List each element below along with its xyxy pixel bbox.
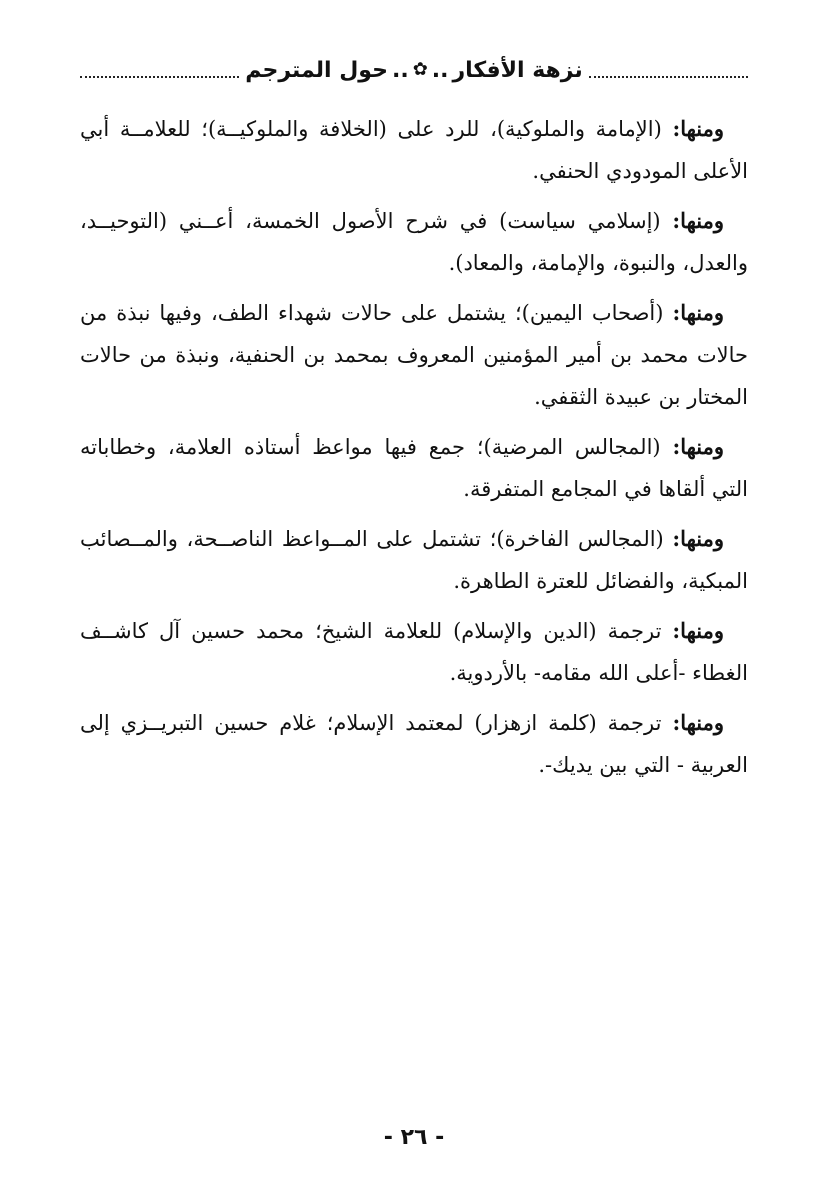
running-header (80, 50, 748, 90)
header-title-group (239, 58, 589, 83)
paragraph (80, 200, 748, 284)
paragraph (80, 518, 748, 602)
section-title: حول المترجم (245, 57, 388, 83)
paragraph-lead: ومنها: (672, 710, 724, 735)
header-separator: .. (391, 57, 409, 83)
paragraph (80, 702, 748, 786)
paragraph-lead: ومنها: (672, 618, 724, 643)
paragraph-text: ترجمة (الدين والإسلام) للعلامة الشيخ؛ محمد حسين آل كاشــف الغطاء -أعلى الله مقامه- بالأردوية. (80, 619, 748, 685)
paragraph-text: (أصحاب اليمين)؛ يشتمل على حالات شهداء الطف، وفيها نبذة من حالات محمد بن أمير المؤمنين المعروف بمحمد بن الحنفية، ونبذة من حالات المختار بن عبيدة الثقفي. (80, 301, 748, 409)
flower-ornament-icon: ✿ (412, 59, 428, 80)
paragraph (80, 108, 748, 192)
paragraph-lead: ومنها: (672, 300, 724, 325)
paragraph-lead: ومنها: (672, 116, 724, 141)
paragraph-lead: ومنها: (672, 434, 724, 459)
header-dotted-rule-left (80, 76, 239, 78)
paragraph-text: (إسلامي سياست) في شرح الأصول الخمسة، أعــني (التوحيــد، والعدل، والنبوة، والإمامة، والمعاد). (80, 209, 748, 275)
paragraph-text: ترجمة (كلمة ازهزار) لمعتمد الإسلام؛ غلام حسين التبريــزي إلى العربية - التي بين يديك-. (80, 711, 748, 777)
header-separator: .. (431, 57, 449, 83)
paragraph (80, 292, 748, 418)
paragraph-lead: ومنها: (672, 526, 724, 551)
paragraph-text: (المجالس المرضية)؛ جمع فيها مواعظ أستاذه العلامة، وخطاباته التي ألقاها في المجامع المتفرقة. (80, 435, 748, 501)
paragraph-lead: ومنها: (672, 208, 724, 233)
paragraph-text: (الإمامة والملوكية)، للرد على (الخلافة والملوكيــة)؛ للعلامــة أبي الأعلى المودودي الحنفي. (80, 117, 748, 183)
book-title: نزهة الأفكار (452, 57, 583, 83)
paragraph (80, 426, 748, 510)
paragraph (80, 610, 748, 694)
page-number: - ٢٦ - (383, 1125, 445, 1150)
body-text (80, 108, 748, 794)
paragraph-text: (المجالس الفاخرة)؛ تشتمل على المــواعظ الناصــحة، والمــصائب المبكية، والفضائل للعترة الطاهرة. (80, 527, 748, 593)
header-dotted-rule-right (589, 76, 748, 78)
